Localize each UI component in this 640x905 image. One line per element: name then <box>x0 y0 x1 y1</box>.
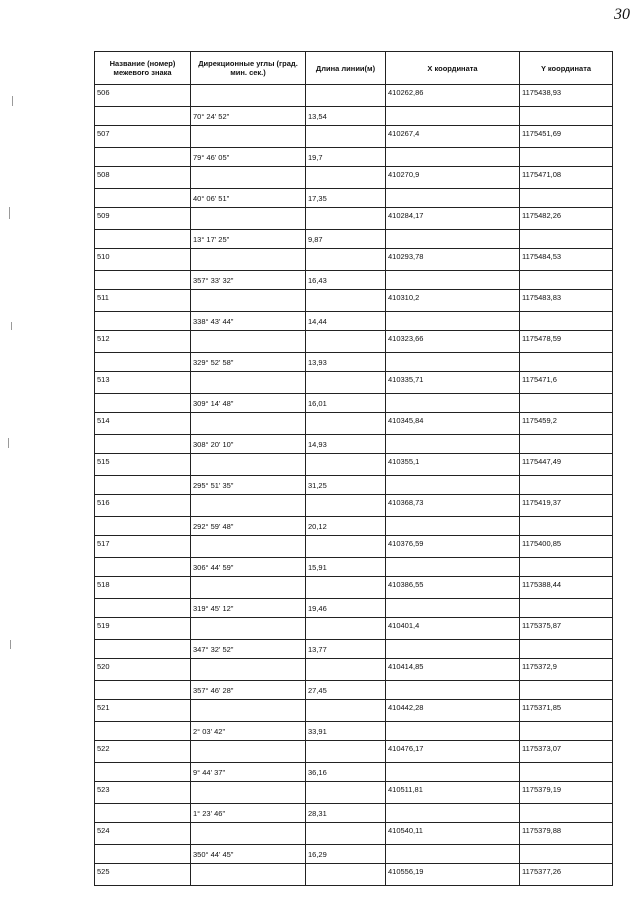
table-row <box>95 845 613 864</box>
point-name-cell: 509 <box>95 208 191 230</box>
table-row <box>95 763 613 782</box>
y-coordinate-cell: 1175482,26 <box>520 208 613 230</box>
empty-cell <box>386 312 520 331</box>
x-coordinate-cell: 410310,2 <box>386 290 520 312</box>
line-length-cell: 9,87 <box>306 230 386 249</box>
table-row <box>95 189 613 208</box>
table-row <box>95 85 613 107</box>
empty-cell <box>95 107 191 126</box>
empty-cell <box>386 640 520 659</box>
empty-cell <box>191 331 306 353</box>
table-row <box>95 167 613 189</box>
empty-cell <box>306 454 386 476</box>
empty-cell <box>386 230 520 249</box>
header-direction-angle: Дирекционные углы (град. мин. сек.) <box>191 52 306 85</box>
direction-angle-cell: 79° 46' 05" <box>191 148 306 167</box>
x-coordinate-cell: 410323,66 <box>386 331 520 353</box>
empty-cell <box>306 864 386 886</box>
point-name-cell: 510 <box>95 249 191 271</box>
empty-cell <box>306 331 386 353</box>
empty-cell <box>386 107 520 126</box>
empty-cell <box>520 107 613 126</box>
line-length-cell: 13,77 <box>306 640 386 659</box>
empty-cell <box>191 126 306 148</box>
page-number: 30 <box>614 6 630 23</box>
table-row <box>95 782 613 804</box>
empty-cell <box>520 271 613 290</box>
empty-cell <box>520 681 613 700</box>
empty-cell <box>191 741 306 763</box>
direction-angle-cell: 70° 24' 52" <box>191 107 306 126</box>
empty-cell <box>386 845 520 864</box>
empty-cell <box>306 290 386 312</box>
point-name-cell: 525 <box>95 864 191 886</box>
empty-cell <box>520 394 613 413</box>
scan-margin-mark <box>12 96 13 106</box>
table-row <box>95 331 613 353</box>
point-name-cell: 518 <box>95 577 191 599</box>
scan-margin-mark <box>11 322 12 330</box>
x-coordinate-cell: 410368,73 <box>386 495 520 517</box>
y-coordinate-cell: 1175371,85 <box>520 700 613 722</box>
x-coordinate-cell: 410355,1 <box>386 454 520 476</box>
y-coordinate-cell: 1175451,69 <box>520 126 613 148</box>
y-coordinate-cell: 1175377,26 <box>520 864 613 886</box>
line-length-cell: 31,25 <box>306 476 386 495</box>
direction-angle-cell: 357° 46' 28" <box>191 681 306 700</box>
line-length-cell: 16,01 <box>306 394 386 413</box>
x-coordinate-cell: 410345,84 <box>386 413 520 435</box>
line-length-cell: 19,46 <box>306 599 386 618</box>
empty-cell <box>306 782 386 804</box>
x-coordinate-cell: 410262,86 <box>386 85 520 107</box>
point-name-cell: 522 <box>95 741 191 763</box>
line-length-cell: 19,7 <box>306 148 386 167</box>
point-name-cell: 513 <box>95 372 191 394</box>
point-name-cell: 507 <box>95 126 191 148</box>
line-length-cell: 14,44 <box>306 312 386 331</box>
line-length-cell: 20,12 <box>306 517 386 536</box>
empty-cell <box>191 372 306 394</box>
x-coordinate-cell: 410335,71 <box>386 372 520 394</box>
x-coordinate-cell: 410270,9 <box>386 167 520 189</box>
table-row <box>95 741 613 763</box>
direction-angle-cell: 338° 43' 44" <box>191 312 306 331</box>
empty-cell <box>386 722 520 741</box>
table-row <box>95 495 613 517</box>
table-row <box>95 413 613 435</box>
empty-cell <box>191 208 306 230</box>
table-row <box>95 290 613 312</box>
x-coordinate-cell: 410476,17 <box>386 741 520 763</box>
empty-cell <box>306 167 386 189</box>
y-coordinate-cell: 1175471,6 <box>520 372 613 394</box>
empty-cell <box>306 823 386 845</box>
table-row <box>95 249 613 271</box>
point-name-cell: 511 <box>95 290 191 312</box>
empty-cell <box>95 353 191 372</box>
table-row <box>95 659 613 681</box>
empty-cell <box>191 700 306 722</box>
table-header-row <box>95 52 613 85</box>
line-length-cell: 36,16 <box>306 763 386 782</box>
empty-cell <box>306 208 386 230</box>
x-coordinate-cell: 410540,11 <box>386 823 520 845</box>
table-row <box>95 618 613 640</box>
header-x-coordinate: X координата <box>386 52 520 85</box>
table-row <box>95 126 613 148</box>
point-name-cell: 521 <box>95 700 191 722</box>
empty-cell <box>191 618 306 640</box>
empty-cell <box>520 558 613 577</box>
table-row <box>95 536 613 558</box>
x-coordinate-cell: 410267,4 <box>386 126 520 148</box>
empty-cell <box>520 804 613 823</box>
empty-cell <box>520 435 613 454</box>
empty-cell <box>386 271 520 290</box>
empty-cell <box>191 577 306 599</box>
x-coordinate-cell: 410401,4 <box>386 618 520 640</box>
line-length-cell: 33,91 <box>306 722 386 741</box>
direction-angle-cell: 2° 03' 42" <box>191 722 306 741</box>
point-name-cell: 520 <box>95 659 191 681</box>
empty-cell <box>306 126 386 148</box>
empty-cell <box>191 495 306 517</box>
empty-cell <box>191 659 306 681</box>
table-row <box>95 722 613 741</box>
table-row <box>95 312 613 331</box>
empty-cell <box>386 517 520 536</box>
direction-angle-cell: 347° 32' 52" <box>191 640 306 659</box>
empty-cell <box>386 476 520 495</box>
table-row <box>95 864 613 886</box>
empty-cell <box>191 85 306 107</box>
empty-cell <box>520 476 613 495</box>
table-row <box>95 804 613 823</box>
empty-cell <box>191 290 306 312</box>
y-coordinate-cell: 1175379,19 <box>520 782 613 804</box>
table-row <box>95 640 613 659</box>
empty-cell <box>386 148 520 167</box>
empty-cell <box>306 413 386 435</box>
empty-cell <box>95 394 191 413</box>
line-length-cell: 27,45 <box>306 681 386 700</box>
y-coordinate-cell: 1175447,49 <box>520 454 613 476</box>
point-name-cell: 523 <box>95 782 191 804</box>
table-row <box>95 271 613 290</box>
empty-cell <box>191 249 306 271</box>
header-line-length: Длина линии(м) <box>306 52 386 85</box>
table-row <box>95 823 613 845</box>
empty-cell <box>386 558 520 577</box>
empty-cell <box>306 85 386 107</box>
y-coordinate-cell: 1175419,37 <box>520 495 613 517</box>
direction-angle-cell: 295° 51' 35" <box>191 476 306 495</box>
x-coordinate-cell: 410414,85 <box>386 659 520 681</box>
line-length-cell: 13,93 <box>306 353 386 372</box>
direction-angle-cell: 308° 20' 10" <box>191 435 306 454</box>
line-length-cell: 13,54 <box>306 107 386 126</box>
point-name-cell: 517 <box>95 536 191 558</box>
empty-cell <box>306 659 386 681</box>
empty-cell <box>95 312 191 331</box>
empty-cell <box>95 148 191 167</box>
empty-cell <box>520 148 613 167</box>
y-coordinate-cell: 1175400,85 <box>520 536 613 558</box>
empty-cell <box>306 536 386 558</box>
empty-cell <box>191 536 306 558</box>
point-name-cell: 515 <box>95 454 191 476</box>
direction-angle-cell: 40° 06' 51" <box>191 189 306 208</box>
empty-cell <box>306 249 386 271</box>
empty-cell <box>95 435 191 454</box>
empty-cell <box>520 312 613 331</box>
x-coordinate-cell: 410376,59 <box>386 536 520 558</box>
empty-cell <box>191 167 306 189</box>
empty-cell <box>386 189 520 208</box>
x-coordinate-cell: 410293,78 <box>386 249 520 271</box>
header-y-coordinate: Y координата <box>520 52 613 85</box>
table-row <box>95 148 613 167</box>
empty-cell <box>520 230 613 249</box>
line-length-cell: 15,91 <box>306 558 386 577</box>
y-coordinate-cell: 1175379,88 <box>520 823 613 845</box>
empty-cell <box>386 681 520 700</box>
empty-cell <box>520 722 613 741</box>
x-coordinate-cell: 410511,81 <box>386 782 520 804</box>
table-row <box>95 558 613 577</box>
empty-cell <box>306 618 386 640</box>
empty-cell <box>306 577 386 599</box>
x-coordinate-cell: 410556,19 <box>386 864 520 886</box>
empty-cell <box>386 394 520 413</box>
table-row <box>95 394 613 413</box>
direction-angle-cell: 306° 44' 59" <box>191 558 306 577</box>
empty-cell <box>306 372 386 394</box>
line-length-cell: 17,35 <box>306 189 386 208</box>
scan-margin-mark <box>9 207 10 219</box>
point-name-cell: 514 <box>95 413 191 435</box>
scan-margin-mark <box>8 438 9 448</box>
empty-cell <box>520 845 613 864</box>
empty-cell <box>95 230 191 249</box>
empty-cell <box>520 517 613 536</box>
line-length-cell: 28,31 <box>306 804 386 823</box>
direction-angle-cell: 1° 23' 46" <box>191 804 306 823</box>
header-point-name: Название (номер) межевого знака <box>95 52 191 85</box>
empty-cell <box>95 681 191 700</box>
direction-angle-cell: 319° 45' 12" <box>191 599 306 618</box>
empty-cell <box>95 189 191 208</box>
table-row <box>95 577 613 599</box>
line-length-cell: 16,29 <box>306 845 386 864</box>
table-row <box>95 230 613 249</box>
y-coordinate-cell: 1175375,87 <box>520 618 613 640</box>
coordinates-table-container <box>94 51 612 886</box>
table-body <box>95 85 613 886</box>
point-name-cell: 508 <box>95 167 191 189</box>
empty-cell <box>386 599 520 618</box>
direction-angle-cell: 329° 52' 58" <box>191 353 306 372</box>
empty-cell <box>191 864 306 886</box>
table-row <box>95 476 613 495</box>
direction-angle-cell: 9° 44' 37" <box>191 763 306 782</box>
empty-cell <box>520 353 613 372</box>
empty-cell <box>95 517 191 536</box>
empty-cell <box>95 722 191 741</box>
direction-angle-cell: 357° 33' 32" <box>191 271 306 290</box>
x-coordinate-cell: 410386,55 <box>386 577 520 599</box>
x-coordinate-cell: 410442,28 <box>386 700 520 722</box>
table-row <box>95 700 613 722</box>
empty-cell <box>95 558 191 577</box>
empty-cell <box>95 476 191 495</box>
coordinates-table <box>94 51 613 886</box>
line-length-cell: 16,43 <box>306 271 386 290</box>
point-name-cell: 524 <box>95 823 191 845</box>
empty-cell <box>520 763 613 782</box>
empty-cell <box>95 271 191 290</box>
empty-cell <box>306 495 386 517</box>
empty-cell <box>386 804 520 823</box>
empty-cell <box>95 804 191 823</box>
y-coordinate-cell: 1175372,9 <box>520 659 613 681</box>
point-name-cell: 516 <box>95 495 191 517</box>
table-row <box>95 107 613 126</box>
empty-cell <box>95 640 191 659</box>
empty-cell <box>306 700 386 722</box>
y-coordinate-cell: 1175388,44 <box>520 577 613 599</box>
point-name-cell: 519 <box>95 618 191 640</box>
y-coordinate-cell: 1175471,08 <box>520 167 613 189</box>
empty-cell <box>386 353 520 372</box>
empty-cell <box>191 782 306 804</box>
table-row <box>95 435 613 454</box>
table-row <box>95 454 613 476</box>
direction-angle-cell: 292° 59' 48" <box>191 517 306 536</box>
empty-cell <box>520 599 613 618</box>
x-coordinate-cell: 410284,17 <box>386 208 520 230</box>
y-coordinate-cell: 1175373,07 <box>520 741 613 763</box>
point-name-cell: 506 <box>95 85 191 107</box>
y-coordinate-cell: 1175478,59 <box>520 331 613 353</box>
direction-angle-cell: 350° 44' 45" <box>191 845 306 864</box>
empty-cell <box>520 640 613 659</box>
direction-angle-cell: 309° 14' 48" <box>191 394 306 413</box>
table-row <box>95 681 613 700</box>
scan-margin-mark <box>10 640 11 649</box>
empty-cell <box>191 454 306 476</box>
empty-cell <box>95 599 191 618</box>
table-row <box>95 599 613 618</box>
empty-cell <box>95 763 191 782</box>
table-row <box>95 208 613 230</box>
empty-cell <box>95 845 191 864</box>
table-row <box>95 372 613 394</box>
empty-cell <box>306 741 386 763</box>
y-coordinate-cell: 1175483,83 <box>520 290 613 312</box>
table-row <box>95 353 613 372</box>
table-row <box>95 517 613 536</box>
y-coordinate-cell: 1175459,2 <box>520 413 613 435</box>
empty-cell <box>191 413 306 435</box>
line-length-cell: 14,93 <box>306 435 386 454</box>
point-name-cell: 512 <box>95 331 191 353</box>
empty-cell <box>386 435 520 454</box>
empty-cell <box>386 763 520 782</box>
direction-angle-cell: 13° 17' 25" <box>191 230 306 249</box>
y-coordinate-cell: 1175484,53 <box>520 249 613 271</box>
empty-cell <box>520 189 613 208</box>
y-coordinate-cell: 1175438,93 <box>520 85 613 107</box>
empty-cell <box>191 823 306 845</box>
